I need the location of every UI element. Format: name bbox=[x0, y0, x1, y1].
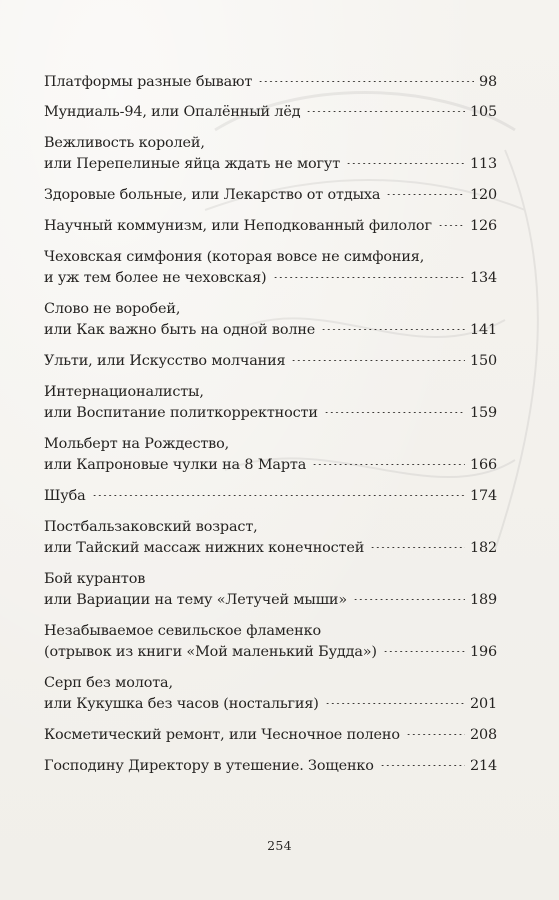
leader-dots bbox=[325, 703, 465, 704]
toc-entry-line bbox=[44, 102, 497, 123]
toc-page-number: 150 bbox=[469, 353, 497, 369]
toc-entry[interactable] bbox=[44, 133, 497, 175]
toc-page-number: 105 bbox=[469, 104, 497, 120]
toc-page-number: 126 bbox=[469, 218, 497, 234]
toc-entry-line bbox=[44, 486, 497, 507]
leader-dots bbox=[406, 734, 465, 735]
toc-entry-title: Научный коммунизм, или Неподкованный филолог bbox=[44, 218, 432, 234]
toc-page-number: 182 bbox=[469, 540, 497, 556]
leader-dots bbox=[291, 360, 464, 361]
toc-entry-title: (отрывок из книги «Мой маленький Будда») bbox=[44, 644, 377, 660]
toc-entry[interactable] bbox=[44, 517, 497, 559]
toc-entry[interactable] bbox=[44, 72, 497, 93]
toc-entry-title: Господину Директору в утешение. Зощенко bbox=[44, 758, 374, 774]
toc-entry-title: Незабываемое севильское фламенко bbox=[44, 623, 321, 639]
toc-entry[interactable] bbox=[44, 247, 497, 289]
toc-page-number: 208 bbox=[469, 727, 497, 743]
leader-dots bbox=[438, 225, 465, 226]
toc-entry-line bbox=[44, 725, 497, 746]
toc-page-number: 113 bbox=[469, 156, 497, 172]
toc-entry[interactable] bbox=[44, 725, 497, 746]
toc-entry[interactable] bbox=[44, 351, 497, 372]
toc-entry[interactable] bbox=[44, 299, 497, 341]
toc-entry[interactable] bbox=[44, 185, 497, 206]
toc-entry-title: Бой курантов bbox=[44, 571, 146, 587]
table-of-contents bbox=[44, 70, 497, 777]
toc-entry-line bbox=[44, 642, 497, 663]
toc-entry-title: Постбальзаковский возраст, bbox=[44, 519, 258, 535]
leader-dots bbox=[370, 547, 465, 548]
leader-dots bbox=[312, 464, 465, 465]
toc-entry[interactable] bbox=[44, 434, 497, 476]
toc-entry-title: Шуба bbox=[44, 488, 86, 504]
leader-dots bbox=[258, 81, 474, 82]
toc-page-number: 166 bbox=[469, 457, 497, 473]
toc-page-number: 159 bbox=[469, 405, 497, 421]
toc-entry[interactable] bbox=[44, 756, 497, 777]
toc-entry-title: или Перепелиные яйца ждать не могут bbox=[44, 156, 341, 172]
toc-entry-title: Здоровые больные, или Лекарство от отдыха bbox=[44, 187, 381, 203]
toc-page-number: 134 bbox=[469, 270, 497, 286]
toc-entry-title: или Вариации на тему «Летучей мыши» bbox=[44, 592, 348, 608]
toc-entry[interactable] bbox=[44, 486, 497, 507]
toc-entry-title: или Как важно быть на одной волне bbox=[44, 322, 316, 338]
toc-entry-title: или Воспитание политкорректности bbox=[44, 405, 318, 421]
toc-entry-line bbox=[44, 590, 497, 611]
leader-dots bbox=[321, 329, 465, 330]
toc-entry[interactable] bbox=[44, 621, 497, 663]
leader-dots bbox=[324, 412, 465, 413]
toc-entry-title: Вежливость королей, bbox=[44, 135, 205, 151]
toc-entry-line bbox=[44, 351, 497, 372]
page-number-footer: 254 bbox=[267, 838, 292, 853]
toc-entry-line bbox=[44, 268, 497, 289]
toc-entry-line bbox=[44, 320, 497, 341]
toc-page-number: 214 bbox=[469, 758, 497, 774]
leader-dots bbox=[273, 277, 465, 278]
toc-entry-title: Мундиаль-94, или Опалённый лёд bbox=[44, 104, 301, 120]
toc-entry[interactable] bbox=[44, 569, 497, 611]
toc-entry-title: Мольберт на Рождество, bbox=[44, 436, 230, 452]
toc-page-number: 141 bbox=[469, 322, 497, 338]
toc-entry[interactable] bbox=[44, 216, 497, 237]
toc-entry[interactable] bbox=[44, 673, 497, 715]
leader-dots bbox=[306, 111, 464, 112]
toc-page-number: 120 bbox=[469, 187, 497, 203]
toc-entry-line bbox=[44, 538, 497, 559]
toc-entry-title: или Капроновые чулки на 8 Марта bbox=[44, 457, 307, 473]
toc-entry-line bbox=[44, 154, 497, 175]
toc-entry-title: Слово не воробей, bbox=[44, 301, 181, 317]
toc-page-number: 174 bbox=[469, 488, 497, 504]
toc-entry-line bbox=[44, 216, 497, 237]
toc-entry-title: Серп без молота, bbox=[44, 675, 173, 691]
toc-entry-line bbox=[44, 72, 497, 93]
toc-entry[interactable] bbox=[44, 382, 497, 424]
toc-entry-line bbox=[44, 185, 497, 206]
leader-dots bbox=[380, 765, 465, 766]
toc-entry[interactable] bbox=[44, 102, 497, 123]
toc-entry-title: Платформы разные бывают bbox=[44, 74, 253, 90]
toc-page-number: 189 bbox=[469, 592, 497, 608]
toc-entry-line bbox=[44, 455, 497, 476]
toc-entry-title: или Кукушка без часов (ностальгия) bbox=[44, 696, 319, 712]
toc-page-number: 98 bbox=[478, 74, 497, 90]
leader-dots bbox=[353, 599, 465, 600]
toc-entry-title: Интернационалисты, bbox=[44, 384, 204, 400]
toc-entry-title: Косметический ремонт, или Чесночное полено bbox=[44, 727, 400, 743]
toc-entry-title: и уж тем более не чеховская) bbox=[44, 270, 267, 286]
toc-entry-line bbox=[44, 756, 497, 777]
leader-dots bbox=[383, 651, 465, 652]
leader-dots bbox=[346, 163, 465, 164]
leader-dots bbox=[386, 194, 465, 195]
toc-entry-title: Ульти, или Искусство молчания bbox=[44, 353, 286, 369]
toc-entry-title: Чеховская симфония (которая вовсе не симфония, bbox=[44, 249, 425, 265]
toc-page-number: 196 bbox=[469, 644, 497, 660]
toc-entry-line bbox=[44, 694, 497, 715]
toc-page-number: 201 bbox=[469, 696, 497, 712]
toc-entry-title: или Тайский массаж нижних конечностей bbox=[44, 540, 365, 556]
toc-entry-line bbox=[44, 403, 497, 424]
leader-dots bbox=[92, 495, 465, 496]
